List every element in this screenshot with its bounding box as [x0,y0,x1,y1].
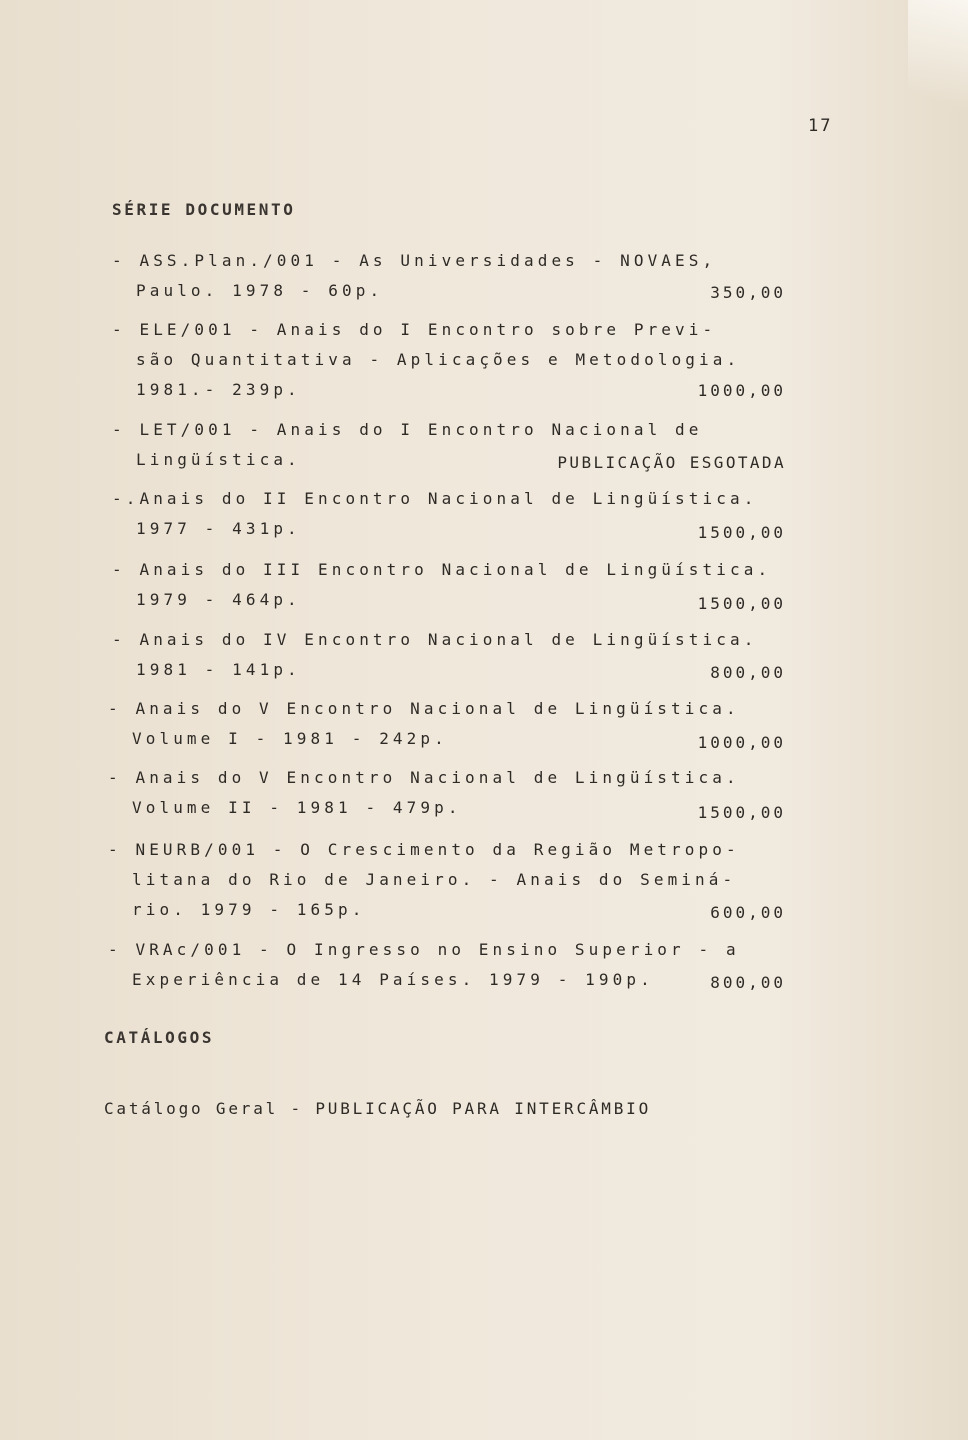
entry-1-line-1: - ASS.Plan./001 - As Universidades - NOVAES, [112,251,717,270]
entry-6-line-2: 1981 - 141p. [136,660,301,679]
entry-8-price: 1500,00 [697,803,786,822]
entry-7-line-2: Volume I - 1981 - 242p. [132,729,448,748]
entry-2-line-2: são Quantitativa - Aplicações e Metodologia. [136,350,741,369]
entry-8-line-1: - Anais do V Encontro Nacional de Lingüística. [108,768,740,787]
entry-6-line-1: - Anais do IV Encontro Nacional de Lingüística. [112,630,758,649]
entry-9-line-3: rio. 1979 - 165p. [132,900,366,919]
entry-3-line-1: - LET/001 - Anais do I Encontro Nacional de [112,420,703,439]
entry-8-line-2: Volume II - 1981 - 479p. [132,798,462,817]
entry-9-line-1: - NEURB/001 - O Crescimento da Região Metropo- [108,840,740,859]
entry-10-price: 800,00 [710,973,786,992]
entry-7-line-1: - Anais do V Encontro Nacional de Lingüística. [108,699,740,718]
entry-4-line-1: -.Anais do II Encontro Nacional de Lingüística. [112,489,758,508]
entry-9-line-2: litana do Rio de Janeiro. - Anais do Seminá- [132,870,737,889]
catalog-line: Catálogo Geral - PUBLICAÇÃO PARA INTERCÂMBIO [104,1099,652,1118]
page-number: 17 [808,116,833,136]
entry-2-price: 1000,00 [697,381,786,400]
serie-documento-heading: SÉRIE DOCUMENTO [112,200,296,219]
entry-2-line-3: 1981.- 239p. [136,380,301,399]
entry-5-price: 1500,00 [697,594,786,613]
entry-3-line-2: Lingüística. [136,450,301,469]
entry-9-price: 600,00 [710,903,786,922]
entry-5-line-1: - Anais do III Encontro Nacional de Lingüística. [112,560,772,579]
entry-2-line-1: - ELE/001 - Anais do I Encontro sobre Previ- [112,320,717,339]
entry-4-price: 1500,00 [697,523,786,542]
catalogos-heading: CATÁLOGOS [104,1028,215,1047]
page-fold-highlight [908,0,968,140]
entry-6-price: 800,00 [710,663,786,682]
entry-3-status: PUBLICAÇÃO ESGOTADA [557,453,786,472]
entry-5-line-2: 1979 - 464p. [136,590,301,609]
entry-4-line-2: 1977 - 431p. [136,519,301,538]
entry-10-line-2: Experiência de 14 Países. 1979 - 190p. [132,970,654,989]
entry-1-line-2: Paulo. 1978 - 60p. [136,281,384,300]
entry-1-price: 350,00 [710,283,786,302]
entry-10-line-1: - VRAc/001 - O Ingresso no Ensino Superior - a [108,940,740,959]
entry-7-price: 1000,00 [697,733,786,752]
